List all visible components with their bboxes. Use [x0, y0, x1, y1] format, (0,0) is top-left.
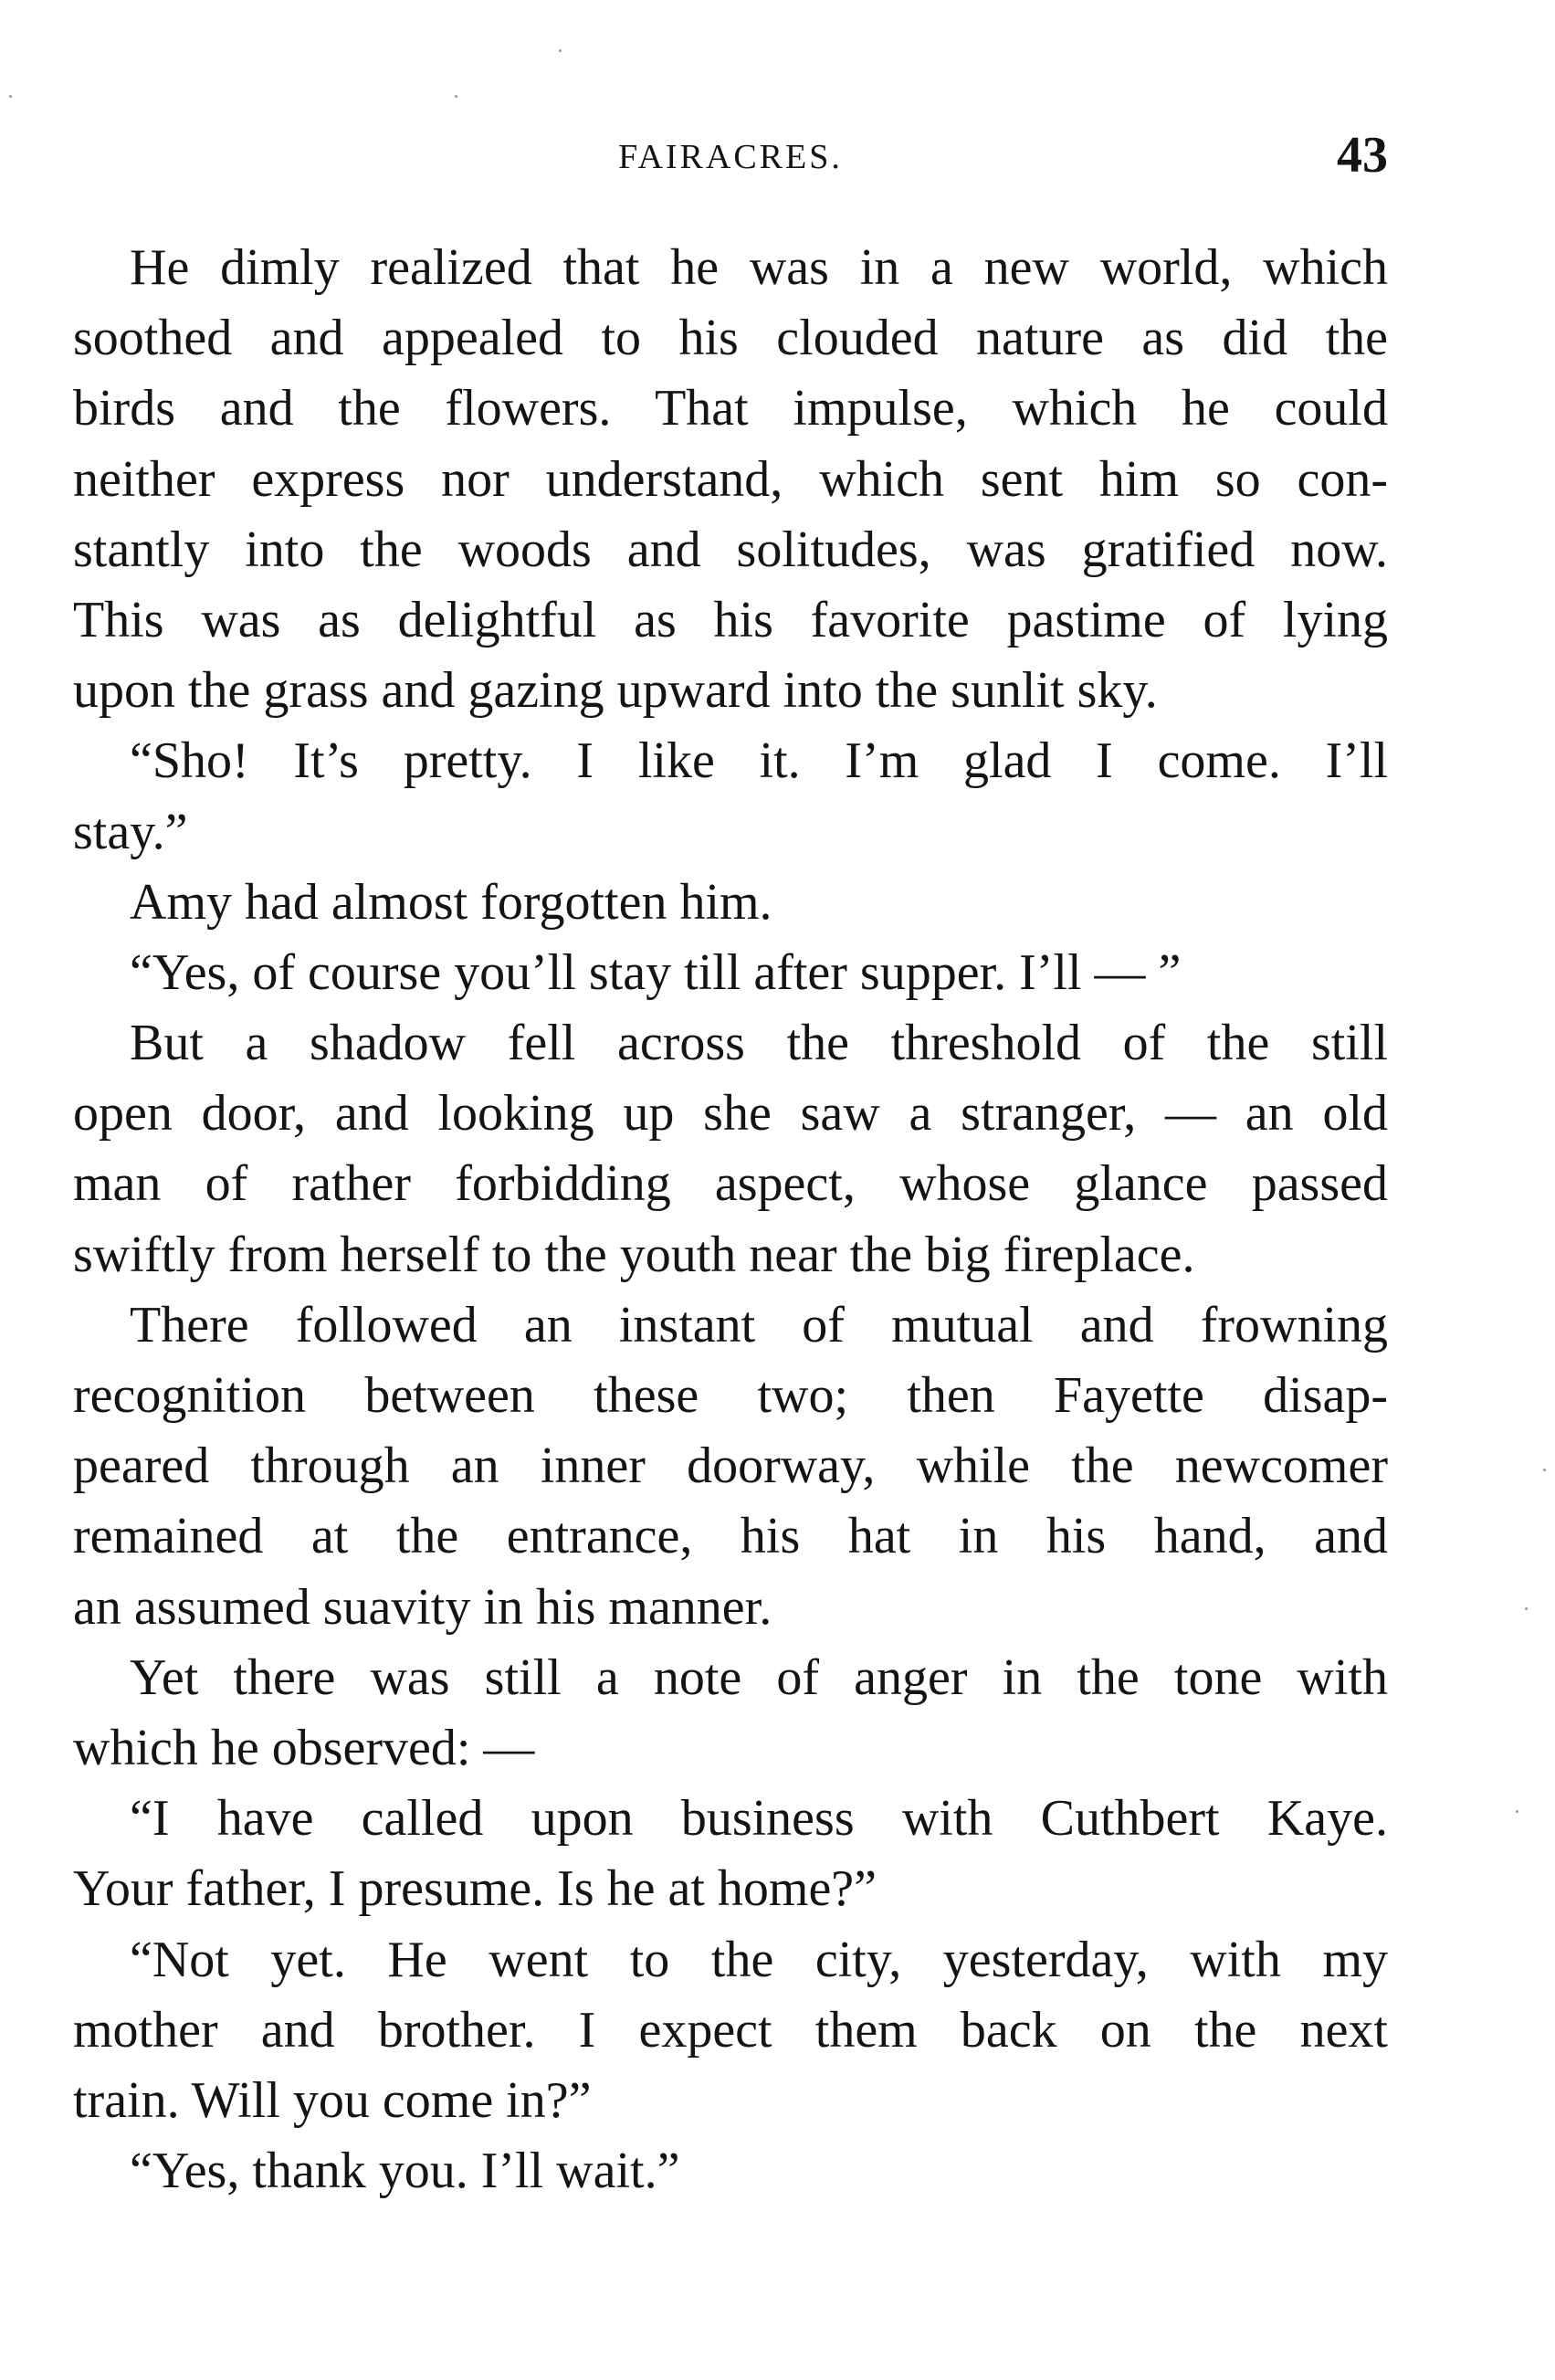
text-line: recognition between these two; then Fayette disap- — [73, 1367, 1388, 1424]
text-line: This was as delightful as his favorite pastime of lying — [73, 591, 1388, 648]
text-line: He dimly realized that he was in a new world, which — [130, 239, 1388, 296]
text-line: man of rather forbidding aspect, whose glance passed — [73, 1155, 1388, 1213]
text-line: “I have called upon business with Cuthbert Kaye. — [130, 1790, 1388, 1848]
scan-speck — [455, 95, 457, 98]
text-line: an assumed suavity in his manner. — [73, 1578, 772, 1636]
text-line: But a shadow fell across the threshold of the still — [130, 1015, 1388, 1072]
text-line: “Not yet. He went to the city, yesterday, with my — [130, 1931, 1388, 1988]
text-line: remained at the entrance, his hat in his hand, and — [73, 1508, 1388, 1565]
page-number: 43 — [1337, 127, 1388, 184]
text-line: There followed an instant of mutual and frowning — [130, 1296, 1388, 1353]
text-line: birds and the flowers. That impulse, which he could — [73, 380, 1388, 437]
text-line: open door, and looking up she saw a stranger, — an old — [73, 1085, 1388, 1143]
scan-speck — [9, 95, 12, 98]
text-line: “Yes, of course you’ll stay till after supper. I’ll — ” — [130, 943, 1182, 1001]
text-line: neither express nor understand, which sent him so con- — [73, 450, 1388, 508]
body-text — [73, 233, 1388, 2206]
text-line: which he observed: — — [73, 1719, 535, 1776]
text-line: stantly into the woods and solitudes, was gratified now. — [73, 521, 1388, 578]
text-line: Your father, I presume. Is he at home?” — [73, 1860, 877, 1918]
scan-speck — [1525, 1607, 1528, 1610]
text-line: train. Will you come in?” — [73, 2071, 592, 2129]
text-line: “Sho! It’s pretty. I like it. I’m glad I come. I’ll — [130, 732, 1388, 790]
text-line: swiftly from herself to the youth near the big fireplace. — [73, 1226, 1195, 1283]
text-line: soothed and appealed to his clouded nature as did the — [73, 310, 1388, 367]
running-title: FAIRACRES. — [618, 138, 843, 176]
text-line: Yet there was still a note of anger in the tone with — [130, 1648, 1388, 1706]
text-line: stay.” — [73, 803, 188, 860]
text-line: Amy had almost forgotten him. — [130, 873, 772, 931]
scan-speck — [1543, 1469, 1546, 1471]
text-line: peared through an inner doorway, while the newcomer — [73, 1437, 1388, 1495]
scan-speck — [1516, 1810, 1518, 1813]
running-head — [73, 127, 1388, 188]
text-line: mother and brother. I expect them back on the next — [73, 2001, 1388, 2059]
scan-speck — [559, 49, 562, 52]
text-line: upon the grass and gazing upward into the sunlit sky. — [73, 662, 1158, 720]
text-line: “Yes, thank you. I’ll wait.” — [130, 2143, 680, 2200]
